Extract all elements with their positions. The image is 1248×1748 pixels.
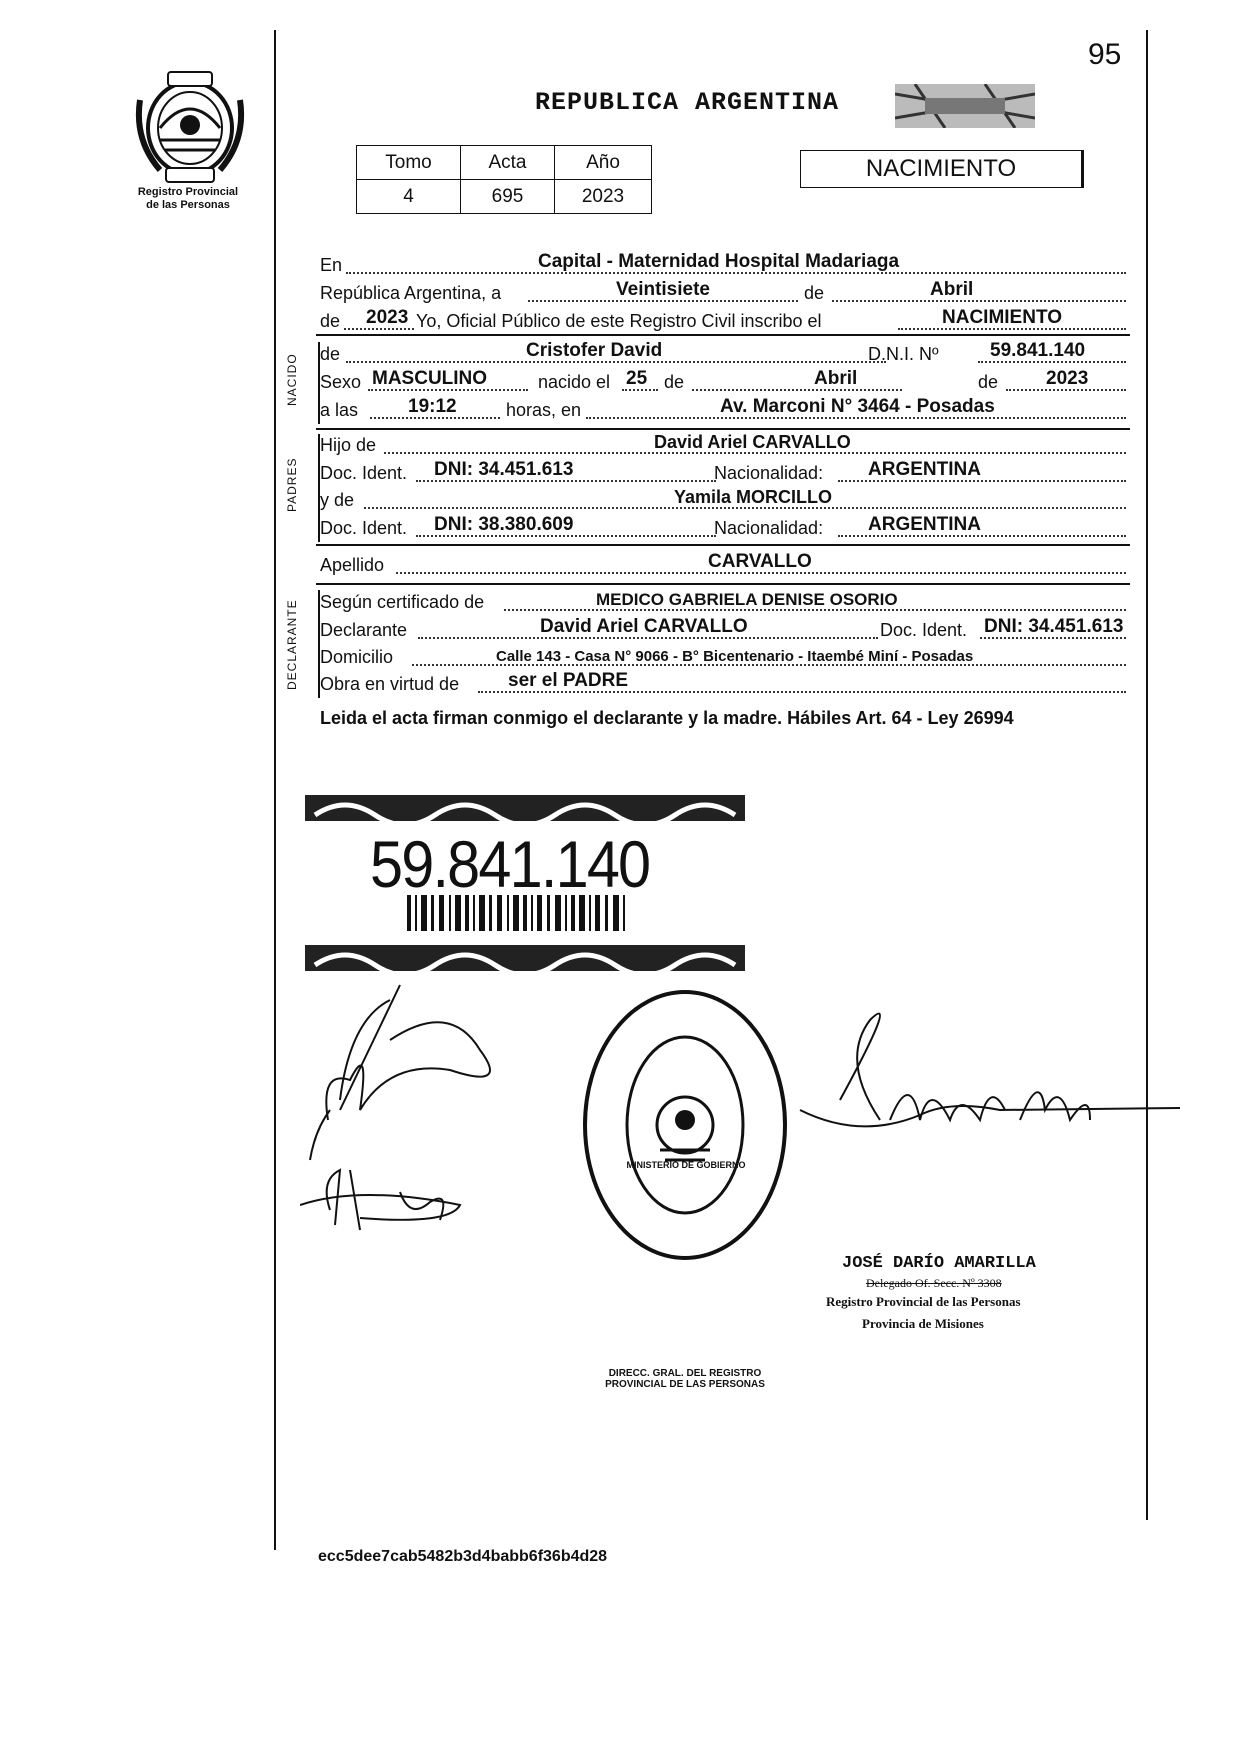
domicile-label: Domicilio bbox=[320, 647, 394, 667]
en-label: En bbox=[320, 255, 343, 275]
padres-section-label: PADRES bbox=[285, 457, 299, 512]
page-number: 95 bbox=[1088, 38, 1122, 71]
father-row bbox=[320, 432, 1130, 458]
mother-label: y de bbox=[320, 490, 355, 510]
mother-nat-value: ARGENTINA bbox=[868, 514, 981, 535]
tomo-value: 4 bbox=[357, 180, 461, 214]
surname-value: CARVALLO bbox=[708, 551, 812, 572]
obra-value: ser el PADRE bbox=[508, 670, 629, 691]
official-province: Provincia de Misiones bbox=[862, 1316, 984, 1331]
official-signature bbox=[800, 1014, 1180, 1127]
month-value: Abril bbox=[930, 279, 974, 300]
left-margin-line bbox=[274, 30, 276, 1550]
acta-header: Acta bbox=[461, 146, 555, 180]
sex-label: Sexo bbox=[320, 372, 362, 392]
acta-value: 695 bbox=[461, 180, 555, 214]
year-value: 2023 bbox=[366, 307, 409, 328]
section-separator bbox=[316, 583, 1130, 585]
declarant-doc-label: Doc. Ident. bbox=[880, 620, 968, 640]
registry-label bbox=[118, 186, 258, 212]
mother-doc-label: Doc. Ident. bbox=[320, 518, 408, 538]
record-type-box: NACIMIENTO bbox=[800, 150, 1084, 188]
born-day-value: 25 bbox=[626, 368, 648, 389]
nacido-de-label: de bbox=[320, 344, 341, 364]
dotted-line bbox=[832, 300, 1126, 302]
declarant-name-value: David Ariel CARVALLO bbox=[540, 616, 748, 637]
mother-doc-row bbox=[320, 515, 1130, 541]
hours-label: horas, en bbox=[506, 400, 582, 420]
certificate-label: Según certificado de bbox=[320, 592, 485, 612]
father-doc-label: Doc. Ident. bbox=[320, 463, 408, 483]
time-value: 19:12 bbox=[408, 396, 457, 417]
officer-text: Yo, Oficial Público de este Registro Civil inscribo el bbox=[416, 311, 822, 331]
seal-outer-text: DIRECC. GRAL. DEL REGISTRO PROVINCIAL DE LAS PERSONAS bbox=[605, 1368, 765, 1390]
year-prefix: de bbox=[320, 311, 341, 331]
mother-name-value: Yamila MORCILLO bbox=[674, 487, 833, 507]
place-value: Capital - Maternidad Hospital Madariaga bbox=[538, 251, 900, 272]
father-nat-value: ARGENTINA bbox=[868, 459, 981, 480]
declarant-doc-value: DNI: 34.451.613 bbox=[984, 616, 1124, 637]
section-separator bbox=[316, 334, 1130, 336]
dni-label: D.N.I. Nº bbox=[868, 344, 939, 364]
registry-label-line1: Registro Provincial bbox=[137, 186, 239, 198]
year-row bbox=[320, 308, 1130, 334]
nacido-name-value: Cristofer David bbox=[526, 340, 663, 361]
document-hash: ecc5dee7cab5482b3d4babb6f36b4d28 bbox=[318, 1548, 608, 1565]
born-de-label: de bbox=[664, 372, 685, 392]
registry-label-line2: de las Personas bbox=[146, 199, 230, 211]
mother-row bbox=[320, 487, 1130, 513]
mother-nat-label: Nacionalidad: bbox=[714, 518, 824, 538]
birth-address-value: Av. Marconi N° 3464 - Posadas bbox=[720, 396, 995, 417]
father-nat-label: Nacionalidad: bbox=[714, 463, 824, 483]
declarant-signature bbox=[310, 985, 490, 1160]
signatures-and-seal bbox=[300, 980, 1180, 1400]
dni-stamp-number: 59.841.140 bbox=[370, 827, 650, 901]
anio-value: 2023 bbox=[555, 180, 652, 214]
time-row bbox=[320, 397, 1130, 423]
mother-signature bbox=[300, 1170, 460, 1230]
official-org: Registro Provincial de las Personas bbox=[826, 1294, 1021, 1309]
signing-note: Leida el acta firman conmigo el declarante y la madre. Hábiles Art. 64 - Ley 26994 bbox=[320, 708, 1014, 728]
official-seal bbox=[585, 992, 785, 1258]
domicile-row bbox=[320, 644, 1130, 670]
section-separator bbox=[316, 544, 1130, 546]
obra-row bbox=[320, 671, 1130, 697]
province-crest-logo bbox=[130, 70, 250, 185]
dni-value: 59.841.140 bbox=[990, 340, 1086, 361]
born-month-value: Abril bbox=[814, 368, 858, 389]
surname-label: Apellido bbox=[320, 555, 385, 575]
place-row bbox=[320, 252, 1130, 278]
sex-value: MASCULINO bbox=[372, 368, 488, 389]
anio-header: Año bbox=[555, 146, 652, 180]
dotted-line bbox=[692, 389, 902, 391]
day-value: Veintisiete bbox=[616, 279, 710, 300]
domicile-value: Calle 143 - Casa N° 9066 - B° Bicentenario - Itaembé Miní - Posadas bbox=[496, 648, 974, 665]
declarant-row bbox=[320, 617, 1130, 643]
security-stamp-pattern bbox=[895, 84, 1035, 128]
record-table bbox=[356, 145, 652, 214]
act-type-value: NACIMIENTO bbox=[942, 307, 1062, 328]
certificate-value: MEDICO GABRIELA DENISE OSORIO bbox=[596, 590, 898, 609]
nacido-section-label: NACIDO bbox=[285, 353, 299, 406]
official-title: Delegado Of. Secc. Nº 3308 bbox=[866, 1276, 1002, 1290]
date-row bbox=[320, 280, 1130, 306]
sex-row bbox=[320, 369, 1130, 395]
born-year-value: 2023 bbox=[1046, 368, 1089, 389]
born-label: nacido el bbox=[538, 372, 611, 392]
republica-label: República Argentina, a bbox=[320, 283, 502, 303]
de-label: de bbox=[804, 283, 825, 303]
nacido-name-row bbox=[320, 341, 1130, 367]
father-name-value: David Ariel CARVALLO bbox=[654, 432, 851, 452]
tomo-header: Tomo bbox=[357, 146, 461, 180]
time-label: a las bbox=[320, 400, 359, 420]
section-separator bbox=[316, 428, 1130, 430]
official-name: JOSÉ DARÍO AMARILLA bbox=[842, 1254, 1036, 1273]
father-doc-row bbox=[320, 460, 1130, 486]
father-doc-value: DNI: 34.451.613 bbox=[434, 459, 574, 480]
seal-inner-text: MINISTERIO DE GOBIERNO bbox=[626, 1160, 746, 1170]
certificate-row bbox=[320, 589, 1130, 615]
father-label: Hijo de bbox=[320, 435, 377, 455]
declarante-section-label: DECLARANTE bbox=[285, 599, 299, 690]
obra-label: Obra en virtud de bbox=[320, 674, 460, 694]
declarant-label: Declarante bbox=[320, 620, 408, 640]
born-de2-label: de bbox=[978, 372, 999, 392]
country-title: REPUBLICA ARGENTINA bbox=[535, 88, 840, 117]
mother-doc-value: DNI: 38.380.609 bbox=[434, 514, 574, 535]
surname-row bbox=[320, 552, 1130, 578]
